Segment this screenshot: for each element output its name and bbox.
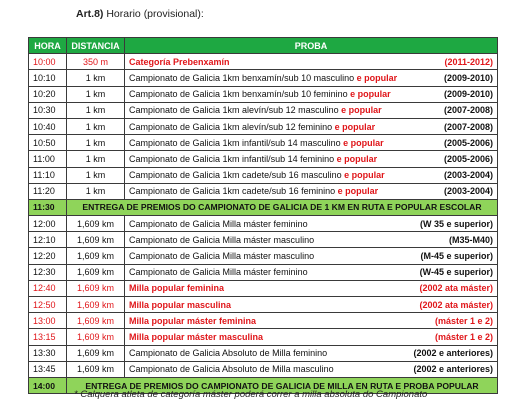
row-distance: 1 km <box>67 86 125 102</box>
row-distance: 1,609 km <box>67 345 125 361</box>
award-band-row <box>29 199 498 215</box>
event-years: (2011-2012) <box>444 56 493 67</box>
event-name: Campionato de Galicia Milla máster masculino <box>129 251 315 262</box>
row-event <box>125 329 498 345</box>
row-distance: 1,609 km <box>67 313 125 329</box>
row-time: 12:20 <box>29 248 67 264</box>
row-time: 10:10 <box>29 70 67 86</box>
footnote: * Calquera atleta de categoría máster poderá correr a milla absoluta do Campionato <box>74 389 428 400</box>
header-proba: PROBA <box>125 38 498 54</box>
event-years: (2003-2004) <box>443 186 493 197</box>
row-time: 13:15 <box>29 329 67 345</box>
event-years: (2007-2008) <box>443 121 493 132</box>
popular-tag: e popular <box>334 121 376 132</box>
event-name: Categoría Prebenxamín <box>129 56 230 67</box>
row-event <box>125 280 498 296</box>
event-years: (M-45 e superior) <box>420 251 493 262</box>
row-distance: 1,609 km <box>67 216 125 232</box>
row-event <box>125 135 498 151</box>
event-years: (2002 e anteriores) <box>413 364 493 375</box>
row-distance: 1,609 km <box>67 280 125 296</box>
row-time: 12:30 <box>29 264 67 280</box>
table-row <box>29 232 498 248</box>
row-distance: 1 km <box>67 183 125 199</box>
event-name: Campionato de Galicia Milla máster feminino <box>129 267 308 278</box>
table-row <box>29 135 498 151</box>
table-row <box>29 216 498 232</box>
popular-tag: e popular <box>337 186 379 197</box>
row-event <box>125 248 498 264</box>
popular-tag: e popular <box>344 170 385 181</box>
row-event <box>125 70 498 86</box>
event-name: Campionato de Galicia 1km cadete/sub 16 masculino <box>129 170 342 181</box>
row-distance: 350 m <box>67 54 125 70</box>
table-row <box>29 183 498 199</box>
row-event <box>125 313 498 329</box>
row-event <box>125 151 498 167</box>
event-name: Campionato de Galicia 1km cadete/sub 16 feminino <box>129 186 336 197</box>
table-row <box>29 345 498 361</box>
event-years: (2002 ata máster) <box>419 299 493 310</box>
row-distance: 1,609 km <box>67 232 125 248</box>
event-years: (W 35 e superior) <box>419 218 493 229</box>
row-distance: 1,609 km <box>67 248 125 264</box>
event-name: Campionato de Galicia 1km infantil/sub 14 masculino <box>129 137 341 148</box>
table-row <box>29 167 498 183</box>
row-event <box>125 232 498 248</box>
table-header-row <box>29 38 498 54</box>
table-row <box>29 313 498 329</box>
event-name: Campionato de Galicia 1km alevín/sub 12 masculino <box>129 105 339 116</box>
event-years: (2007-2008) <box>443 105 493 116</box>
row-event <box>125 102 498 118</box>
event-years: (2003-2004) <box>443 170 493 181</box>
row-event <box>125 183 498 199</box>
table-row <box>29 86 498 102</box>
row-event <box>125 297 498 313</box>
event-years: (2009-2010) <box>443 72 493 83</box>
event-name: Milla popular máster feminina <box>129 315 257 326</box>
event-years: (2005-2006) <box>443 137 493 148</box>
row-time: 10:40 <box>29 118 67 134</box>
event-name: Milla popular máster masculina <box>129 331 264 342</box>
event-name: Campionato de Galicia 1km alevín/sub 12 feminino <box>129 121 333 132</box>
event-name: Campionato de Galicia Milla máster feminino <box>129 218 308 229</box>
row-time: 11:00 <box>29 151 67 167</box>
row-event <box>125 264 498 280</box>
event-years: (2009-2010) <box>443 89 493 100</box>
header-distancia: DISTANCIA <box>67 38 125 54</box>
row-time: 11:10 <box>29 167 67 183</box>
header-hora: HORA <box>29 38 67 54</box>
table-row <box>29 102 498 118</box>
event-years: (2002 ata máster) <box>419 283 493 294</box>
row-event <box>125 345 498 361</box>
row-event <box>125 216 498 232</box>
row-time: 10:20 <box>29 86 67 102</box>
row-distance: 1 km <box>67 118 125 134</box>
row-time: 12:40 <box>29 280 67 296</box>
row-distance: 1,609 km <box>67 329 125 345</box>
section-heading <box>76 8 204 20</box>
row-distance: 1 km <box>67 151 125 167</box>
table-row <box>29 329 498 345</box>
popular-tag: e popular <box>336 153 378 164</box>
event-name: Campionato de Galicia 1km benxamín/sub 10 masculino <box>129 72 355 83</box>
row-distance: 1 km <box>67 70 125 86</box>
row-time: 13:30 <box>29 345 67 361</box>
row-event <box>125 118 498 134</box>
row-event <box>125 86 498 102</box>
event-years: (2002 e anteriores) <box>413 348 493 359</box>
row-distance: 1 km <box>67 167 125 183</box>
row-distance: 1,609 km <box>67 361 125 377</box>
event-years: (máster 1 e 2) <box>434 315 493 326</box>
table-row <box>29 264 498 280</box>
table-row <box>29 361 498 377</box>
row-time: 12:50 <box>29 297 67 313</box>
table-row <box>29 151 498 167</box>
event-name: Campionato de Galicia 1km benxamín/sub 10 feminino <box>129 89 348 100</box>
row-distance: 1,609 km <box>67 264 125 280</box>
event-years: (2005-2006) <box>443 153 493 164</box>
schedule-table <box>28 37 498 394</box>
event-name: Campionato de Galicia 1km infantil/sub 14 feminino <box>129 153 335 164</box>
row-time: 10:30 <box>29 102 67 118</box>
event-name: Campionato de Galicia Absoluto de Milla masculino <box>129 364 334 375</box>
event-name: Campionato de Galicia Absoluto de Milla feminino <box>129 348 328 359</box>
popular-tag: e popular <box>356 72 398 83</box>
popular-tag: e popular <box>341 105 382 116</box>
row-time: 13:00 <box>29 313 67 329</box>
row-event <box>125 167 498 183</box>
table-row <box>29 248 498 264</box>
row-event <box>125 361 498 377</box>
row-time: 10:50 <box>29 135 67 151</box>
popular-tag: e popular <box>350 89 391 100</box>
award-band-text: ENTREGA DE PREMIOS DO CAMPIONATO DE GALICIA DE MILLA EN RUTA E PROBA POPULAR <box>67 377 498 393</box>
table-row <box>29 280 498 296</box>
table-row <box>29 118 498 134</box>
table-row <box>29 54 498 70</box>
table-row <box>29 70 498 86</box>
event-name: Milla popular feminina <box>129 283 225 294</box>
row-distance: 1 km <box>67 135 125 151</box>
event-years: (W-45 e superior) <box>419 267 493 278</box>
row-distance: 1 km <box>67 102 125 118</box>
article-number: Art.8) <box>76 8 104 20</box>
row-time: 11:30 <box>29 199 67 215</box>
row-time: 11:20 <box>29 183 67 199</box>
event-name: Campionato de Galicia Milla máster masculino <box>129 234 315 245</box>
row-time: 14:00 <box>29 377 67 393</box>
award-band-text: ENTREGA DE PREMIOS DO CAMPIONATO DE GALICIA DE 1 KM EN RUTA E POPULAR ESCOLAR <box>67 199 498 215</box>
row-time: 12:00 <box>29 216 67 232</box>
row-distance: 1,609 km <box>67 297 125 313</box>
event-years: (M35-M40) <box>448 234 493 245</box>
event-name: Milla popular masculina <box>129 299 232 310</box>
row-event <box>125 54 498 70</box>
table-row <box>29 297 498 313</box>
row-time: 12:10 <box>29 232 67 248</box>
row-time: 13:45 <box>29 361 67 377</box>
event-years: (máster 1 e 2) <box>434 331 493 342</box>
popular-tag: e popular <box>343 137 384 148</box>
row-time: 10:00 <box>29 54 67 70</box>
heading-title: Horario (provisional): <box>106 8 204 20</box>
